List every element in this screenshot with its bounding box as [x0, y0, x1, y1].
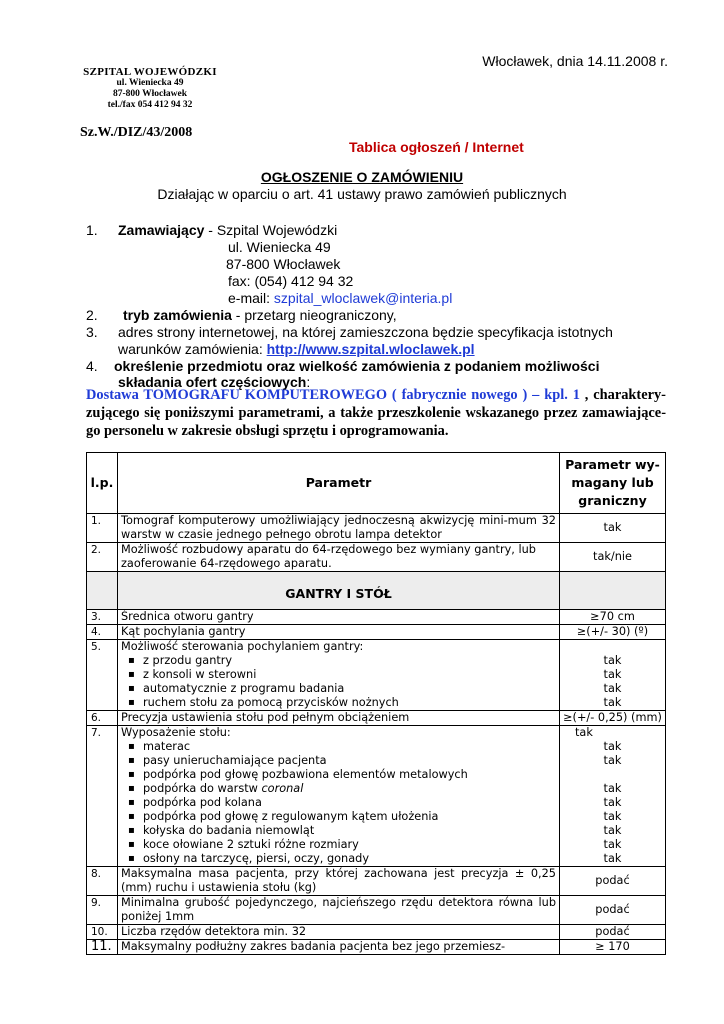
row-value: tak [575, 726, 593, 739]
website-link[interactable]: http://www.szpital.wloclawek.pl [266, 341, 475, 357]
section-1-dash: - [204, 222, 217, 238]
row-parameter: Kąt pochylania gantry [118, 625, 560, 640]
table-row [87, 543, 666, 572]
row-parameter: Możliwość rozbudowy aparatu do 64-rzędowego bez wymiany gantry, lub zaoferowanie 64-rzędowego aparatu. [118, 543, 560, 572]
ordering-party-city: 87-800 Włocławek [226, 256, 341, 272]
row-parameter: Precyzja ustawienia stołu pod pełnym obciążeniem [118, 711, 560, 726]
section-lp [87, 572, 118, 610]
row-lp: 5. [87, 640, 118, 711]
row-value: tak/nie [560, 543, 666, 572]
table-row [87, 625, 666, 640]
row-value: tak [603, 754, 622, 767]
section-2-text [123, 307, 397, 323]
row-value: tak [603, 740, 622, 753]
row-value: tak [603, 668, 622, 681]
list-item: ▪ kołyska do badania niemowląt [143, 824, 556, 838]
header-lp: l.p. [87, 453, 118, 514]
row-value: ≥(+/- 30) (º) [560, 625, 666, 640]
section-2-label: tryb zamówienia [123, 307, 232, 323]
row-lp: 4. [87, 625, 118, 640]
list-item: ▪ koce ołowiane 2 sztuki różne rozmiary [143, 838, 556, 852]
row-lp: 3. [87, 610, 118, 625]
table-row [87, 640, 666, 711]
row-value: podać [560, 925, 666, 940]
section-3-line-1: adres strony internetowej, na której zamieszczona będzie specyfikacja istotnych [118, 324, 613, 340]
section-2-value: - przetarg nieograniczony, [231, 307, 397, 323]
ordering-party-email-line [228, 290, 452, 306]
row-value: ≥(+/- 0,25) (mm) [560, 711, 666, 726]
section-2-number: 2. [86, 307, 98, 323]
row-lp: 8. [87, 867, 118, 896]
list-item: ▪ pasy unieruchamiające pacjenta [143, 754, 556, 768]
row-lp: 11. [87, 940, 118, 955]
reference-number: Sz.W./DIZ/43/2008 [80, 125, 193, 140]
row-value: tak [603, 852, 622, 865]
stamp-line: tel./fax 054 412 94 32 [107, 100, 193, 110]
row-parameter: Średnica otworu gantry [118, 610, 560, 625]
section-1-heading [118, 222, 337, 238]
row-lp: 2. [87, 543, 118, 572]
section-1-number: 1. [86, 222, 98, 238]
notice-board-label: Tablica ogłoszeń / Internet [349, 139, 524, 155]
table-row [87, 867, 666, 896]
row-value: tak [603, 654, 622, 667]
row-lp: 1. [87, 514, 118, 543]
section-4-line-1: określenie przedmiotu oraz wielkość zamówienia z podaniem możliwości [114, 358, 600, 374]
section-title: GANTRY I STÓŁ [118, 572, 560, 610]
list-item: ▪ podpórka pod głowę z regulowanym kątem ułożenia [143, 810, 556, 824]
row-value: tak [560, 514, 666, 543]
section-3-line-2 [118, 341, 475, 357]
row-parameter: Maksymalna masa pacjenta, przy której zachowana jest precyzja ± 0,25 (mm) ruchu i ustawienia stołu (kg) [118, 867, 560, 896]
row-value [563, 640, 662, 654]
section-row [87, 572, 666, 610]
ordering-party-fax: fax: (054) 412 94 32 [228, 273, 354, 289]
section-4-colon: : [306, 374, 311, 390]
row-value: tak [603, 796, 622, 809]
stamp-line: SZPITAL WOJEWÓDZKI [83, 66, 217, 78]
row-values [560, 640, 666, 711]
row-parameter: Tomograf komputerowy umożliwiający jednoczesną akwizycję mini-mum 32 warstw w czasie jednego pełnego obrotu lampa detektor [118, 514, 560, 543]
row-parameter-title: Możliwość sterowania pochylaniem gantry: [121, 640, 364, 653]
row-parameter: Liczba rzędów detektora min. 32 [118, 925, 560, 940]
row-value [563, 768, 662, 782]
bullet-list [121, 654, 556, 710]
list-item: ▪ z przodu gantry [143, 654, 556, 668]
table-row [87, 514, 666, 543]
parameters-table [86, 452, 666, 955]
header-parameter: Parametr [118, 453, 560, 514]
table-row [87, 711, 666, 726]
table-row [87, 940, 666, 955]
ordering-party-name: Szpital Wojewódzki [216, 222, 338, 238]
email-link[interactable]: szpital_wloclawek@interia.pl [273, 290, 453, 306]
section-3-number: 3. [86, 324, 98, 340]
row-parameter-title: Wyposażenie stołu: [121, 726, 231, 739]
list-item: ▪ osłony na tarczycę, piersi, oczy, gonady [143, 852, 556, 866]
table-row [87, 896, 666, 925]
list-item: ▪ podpórka do warstw coronal [143, 782, 556, 796]
row-lp: 7. [87, 726, 118, 867]
list-item: ▪ ruchem stołu za pomocą przycisków nożnych [143, 696, 556, 710]
city-date: Włocławek, dnia 14.11.2008 r. [482, 53, 668, 69]
table-row [87, 726, 666, 867]
row-value: tak [603, 696, 622, 709]
row-value: podać [560, 896, 666, 925]
ordering-party-street: ul. Wieniecka 49 [228, 239, 331, 255]
document-title: OGŁOSZENIE O ZAMÓWIENIU [260, 169, 464, 185]
row-value: podać [560, 867, 666, 896]
table-header-row [87, 453, 666, 514]
section-1-label: Zamawiający [118, 222, 205, 238]
list-item: ▪ z konsoli w sterowni [143, 668, 556, 682]
row-value: tak [603, 824, 622, 837]
section-4-label: składania ofert częściowych [118, 374, 307, 390]
stamp-line: 87-800 Włocławek [113, 89, 187, 99]
row-lp: 6. [87, 711, 118, 726]
row-parameter: Maksymalny podłużny zakres badania pacjenta bez jego przemiesz- [118, 940, 560, 955]
row-value: ≥70 cm [560, 610, 666, 625]
order-description-subject: Dostawa TOMOGRAFU KOMPUTEROWEGO ( fabrycznie nowego ) – kpl. 1 [86, 387, 580, 403]
row-value: tak [603, 810, 622, 823]
section-3-label: warunków zamówienia: [118, 341, 267, 357]
hospital-stamp [60, 66, 240, 111]
list-item: ▪ automatycznie z programu badania [143, 682, 556, 696]
row-value: tak [603, 782, 622, 795]
email-label: e-mail: [228, 290, 274, 306]
section-value [560, 572, 666, 610]
row-value: ≥ 170 [560, 940, 666, 955]
row-values [560, 726, 666, 867]
order-description-rest: , charaktery-zującego się poniższymi parametrami, a także przeszkolenie wskazanego przez zamawiające-go personelu w zakresie obsługi sprzętu i oprogramowania. [86, 387, 666, 439]
row-parameter [118, 726, 560, 867]
table-row [87, 925, 666, 940]
row-lp: 9. [87, 896, 118, 925]
section-4-number: 4. [86, 358, 98, 374]
list-item: ▪ podpórka pod kolana [143, 796, 556, 810]
stamp-line: ul. Wieniecka 49 [116, 78, 184, 88]
bullet-list [121, 740, 556, 866]
table-row [87, 610, 666, 625]
row-lp: 10. [87, 925, 118, 940]
row-value: tak [603, 682, 622, 695]
row-value: tak [603, 838, 622, 851]
header-required-value: Parametr wy-magany lub graniczny [560, 453, 666, 514]
row-parameter [118, 640, 560, 711]
order-description [86, 386, 666, 440]
document-subtitle: Działając w oparciu o art. 41 ustawy prawo zamówień publicznych [157, 186, 567, 202]
list-item: ▪ podpórka pod głowę pozbawiona elementów metalowych [143, 768, 556, 782]
list-item: ▪ materac [143, 740, 556, 754]
row-parameter: Minimalna grubość pojedynczego, najcieńszego rzędu detektora równa lub poniżej 1mm [118, 896, 560, 925]
